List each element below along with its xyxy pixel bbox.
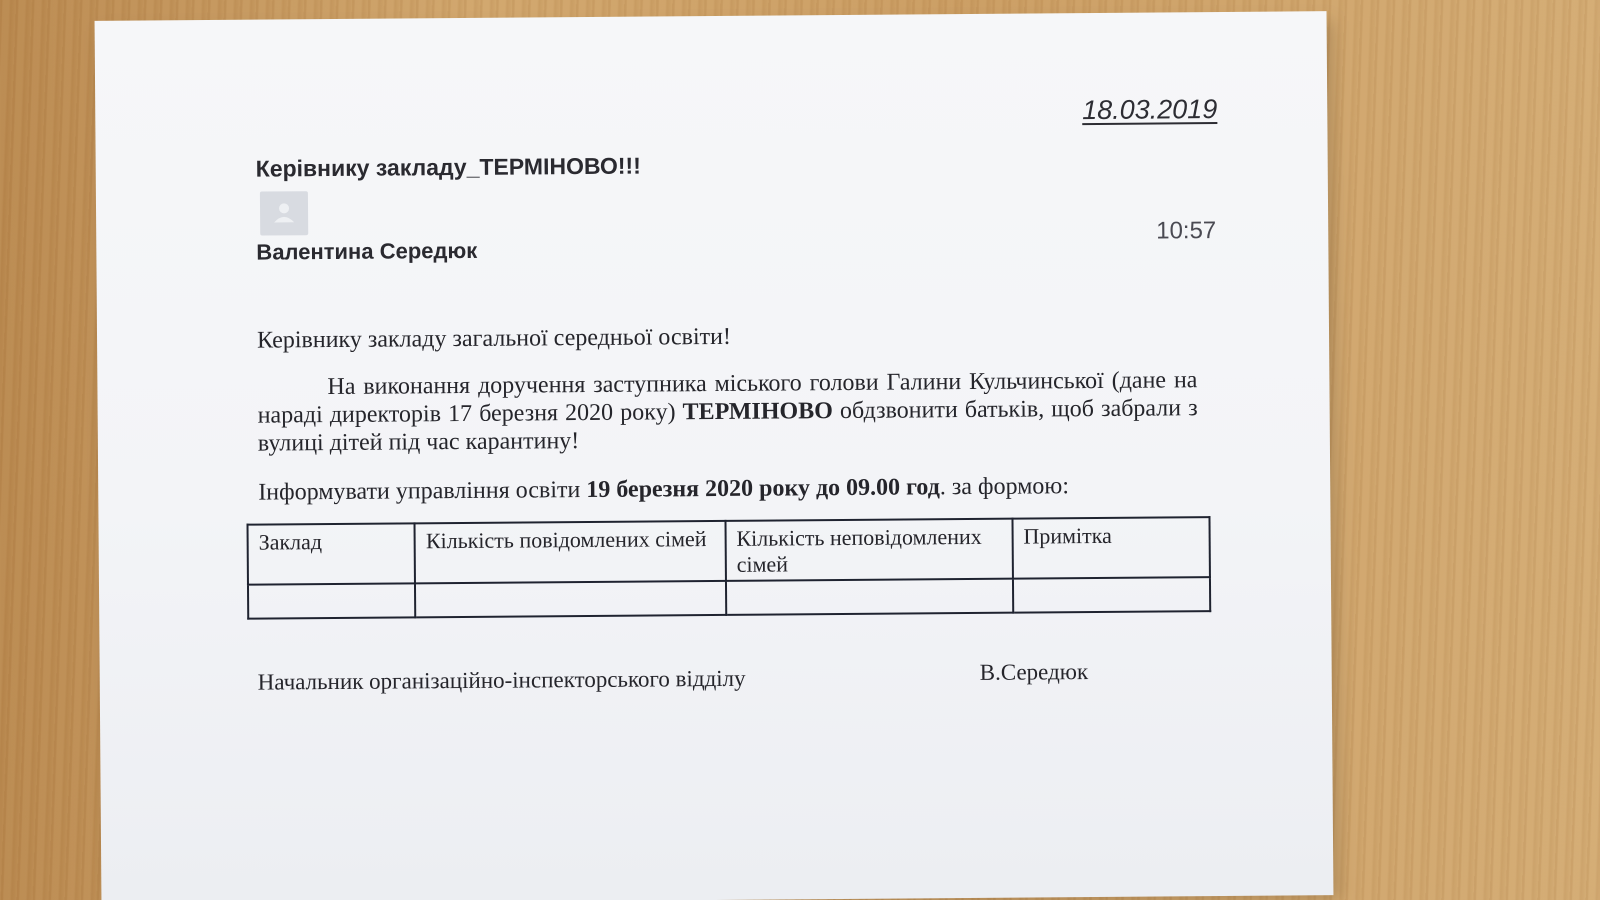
body-paragraph bbox=[257, 366, 1198, 457]
sender-name: Валентина Середюк bbox=[256, 237, 478, 265]
signatory-name: В.Середюк bbox=[979, 659, 1089, 685]
header-note: Примітка bbox=[1012, 517, 1210, 579]
table-cell bbox=[248, 583, 416, 618]
paragraph-emphasis: ТЕРМІНОВО bbox=[682, 398, 833, 426]
header-institution: Заклад bbox=[248, 523, 416, 584]
inform-prefix: Інформувати управління освіти bbox=[258, 477, 587, 506]
table-cell bbox=[415, 581, 726, 617]
signatory-position: Начальник організаційно-інспекторського відділу bbox=[257, 665, 746, 695]
user-placeholder-icon bbox=[260, 191, 308, 235]
greeting: Керівнику закладу загальної середньої освіти! bbox=[256, 323, 731, 354]
header-notified-families: Кількість повідомлених сімей bbox=[415, 521, 726, 583]
paragraph-text-2: обдзвонити батьків, щоб забрали з вулиці дітей під час карантину! bbox=[257, 395, 1198, 457]
paragraph-text-1: На виконання доручення заступника міського голови Галини Кульчинської (дане на нараді директорів 17 березня 2020 року) bbox=[257, 367, 1198, 429]
inform-line bbox=[258, 473, 1069, 506]
email-time: 10:57 bbox=[1156, 217, 1217, 245]
table-cell bbox=[726, 579, 1013, 615]
table-row bbox=[248, 577, 1210, 619]
email-subject: Керівнику закладу_ТЕРМІНОВО!!! bbox=[255, 152, 641, 182]
inform-suffix: . за формою: bbox=[939, 473, 1070, 501]
document-date: 18.03.2019 bbox=[1082, 94, 1218, 126]
header-unnotified-families: Кількість неповідомлених сімей bbox=[725, 519, 1012, 581]
table-cell bbox=[1013, 577, 1210, 613]
printed-sheet bbox=[95, 11, 1334, 900]
report-form-table bbox=[247, 516, 1212, 620]
table-header-row bbox=[248, 517, 1210, 585]
inform-deadline: 19 березня 2020 року до 09.00 год bbox=[586, 474, 940, 504]
